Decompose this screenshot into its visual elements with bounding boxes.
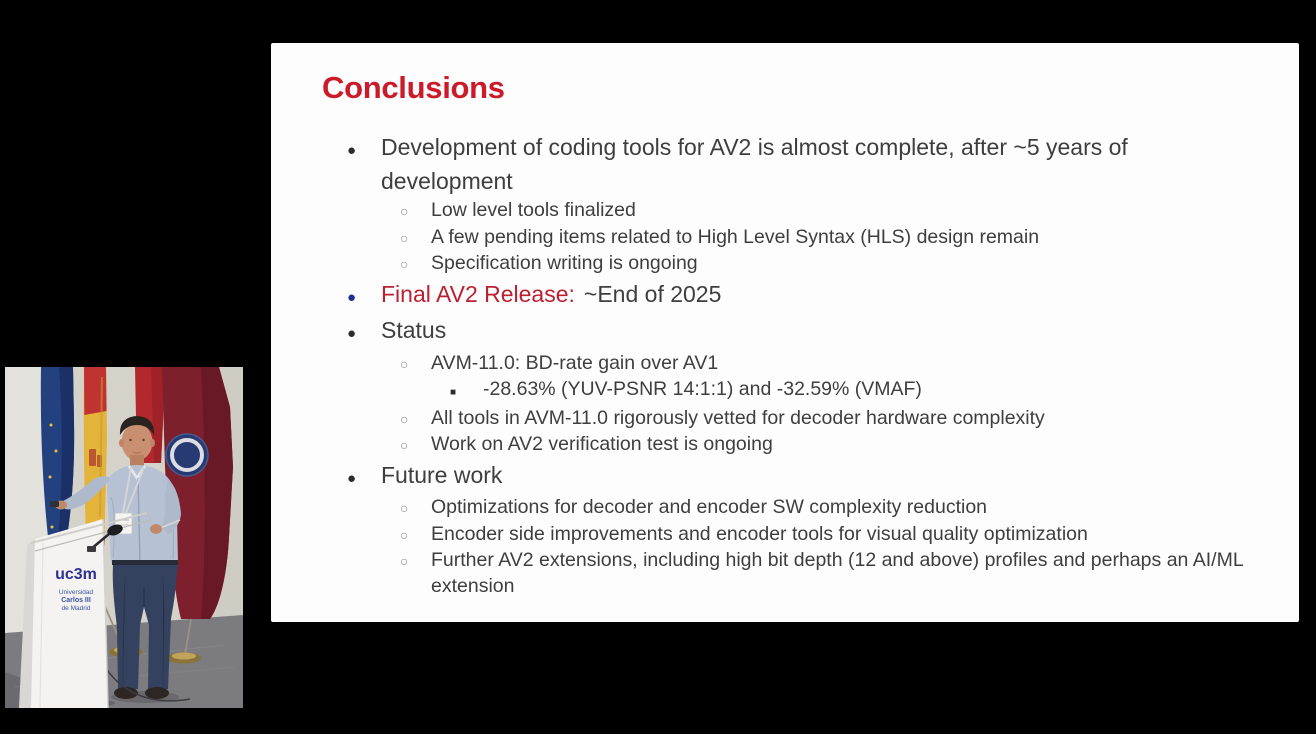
highlight-text: Final AV2 Release:: [381, 280, 575, 307]
presenter-shoe: [145, 687, 169, 699]
list-item: ○ Work on AV2 verification test is ongoing: [271, 432, 1299, 459]
presenter-hand-right: [150, 524, 162, 534]
list-item: ■ -28.63% (YUV-PSNR 14:1:1) and -32.59% (VMAF): [271, 377, 1299, 406]
presenter-scene: [5, 367, 243, 708]
hollow-bullet-icon: ○: [400, 256, 409, 272]
lectern-text-line: Carlos III: [61, 597, 91, 604]
uc3m-flag-emblem: [166, 434, 208, 476]
hollow-bullet-icon: ○: [400, 553, 409, 569]
hollow-bullet-icon: ○: [400, 203, 409, 219]
list-item: ● Development of coding tools for AV2 is almost complete, after ~5 years of development: [347, 134, 1128, 194]
hollow-bullet-icon: ○: [400, 437, 409, 453]
hollow-bullet-icon: ○: [400, 526, 409, 543]
presenter-belt: [112, 560, 178, 565]
hollow-bullet-icon: ○: [400, 355, 409, 372]
hollow-bullet-icon: ○: [400, 229, 409, 246]
hollow-bullet-icon: ○: [400, 410, 409, 427]
filled-bullet-icon: ●: [347, 142, 357, 159]
list-item: ● Status: [271, 314, 1299, 351]
slide-title: Conclusions: [322, 70, 505, 105]
list-item: ○ Low level tools finalized: [271, 198, 1299, 225]
list-item: ○ Further AV2 extensions, including high bit depth (12 and above) profiles and perhaps an AI/ML extension: [400, 549, 1243, 597]
list-item: ○ Specification writing is ongoing: [271, 251, 1299, 278]
hollow-bullet-icon: ○: [400, 500, 409, 516]
list-item: ○ Optimizations for decoder and encoder SW complexity reduction: [271, 495, 1299, 522]
filled-bullet-icon: ●: [347, 325, 357, 342]
list-item: ○ A few pending items related to High Level Syntax (HLS) design remain: [271, 225, 1299, 252]
lectern-text-line: Universidad: [58, 589, 94, 596]
uc3m-logo: uc3m: [55, 566, 97, 583]
list-item: ○ Encoder side improvements and encoder tools for visual quality optimization: [271, 522, 1299, 549]
bullet-list: [271, 131, 1299, 599]
presenter-video: [5, 367, 243, 708]
list-item: ○ All tools in AVM-11.0 rigorously vetted for decoder hardware complexity: [271, 406, 1299, 433]
list-item-final-release: ● Final AV2 Release: ~End of 2025: [271, 278, 1299, 315]
presenter-head: [122, 424, 153, 461]
filled-bullet-icon: ●: [347, 288, 357, 306]
presenter-clicker: [50, 501, 59, 507]
filled-bullet-icon: ●: [347, 469, 357, 487]
lectern-text-line: de Madrid: [61, 605, 91, 612]
list-item: ● Future work: [271, 459, 1299, 496]
square-bullet-icon: ■: [450, 387, 457, 398]
slide: [271, 43, 1299, 622]
flag-base: [167, 653, 201, 664]
list-item: ○ AVM-11.0: BD-rate gain over AV1: [271, 351, 1299, 378]
